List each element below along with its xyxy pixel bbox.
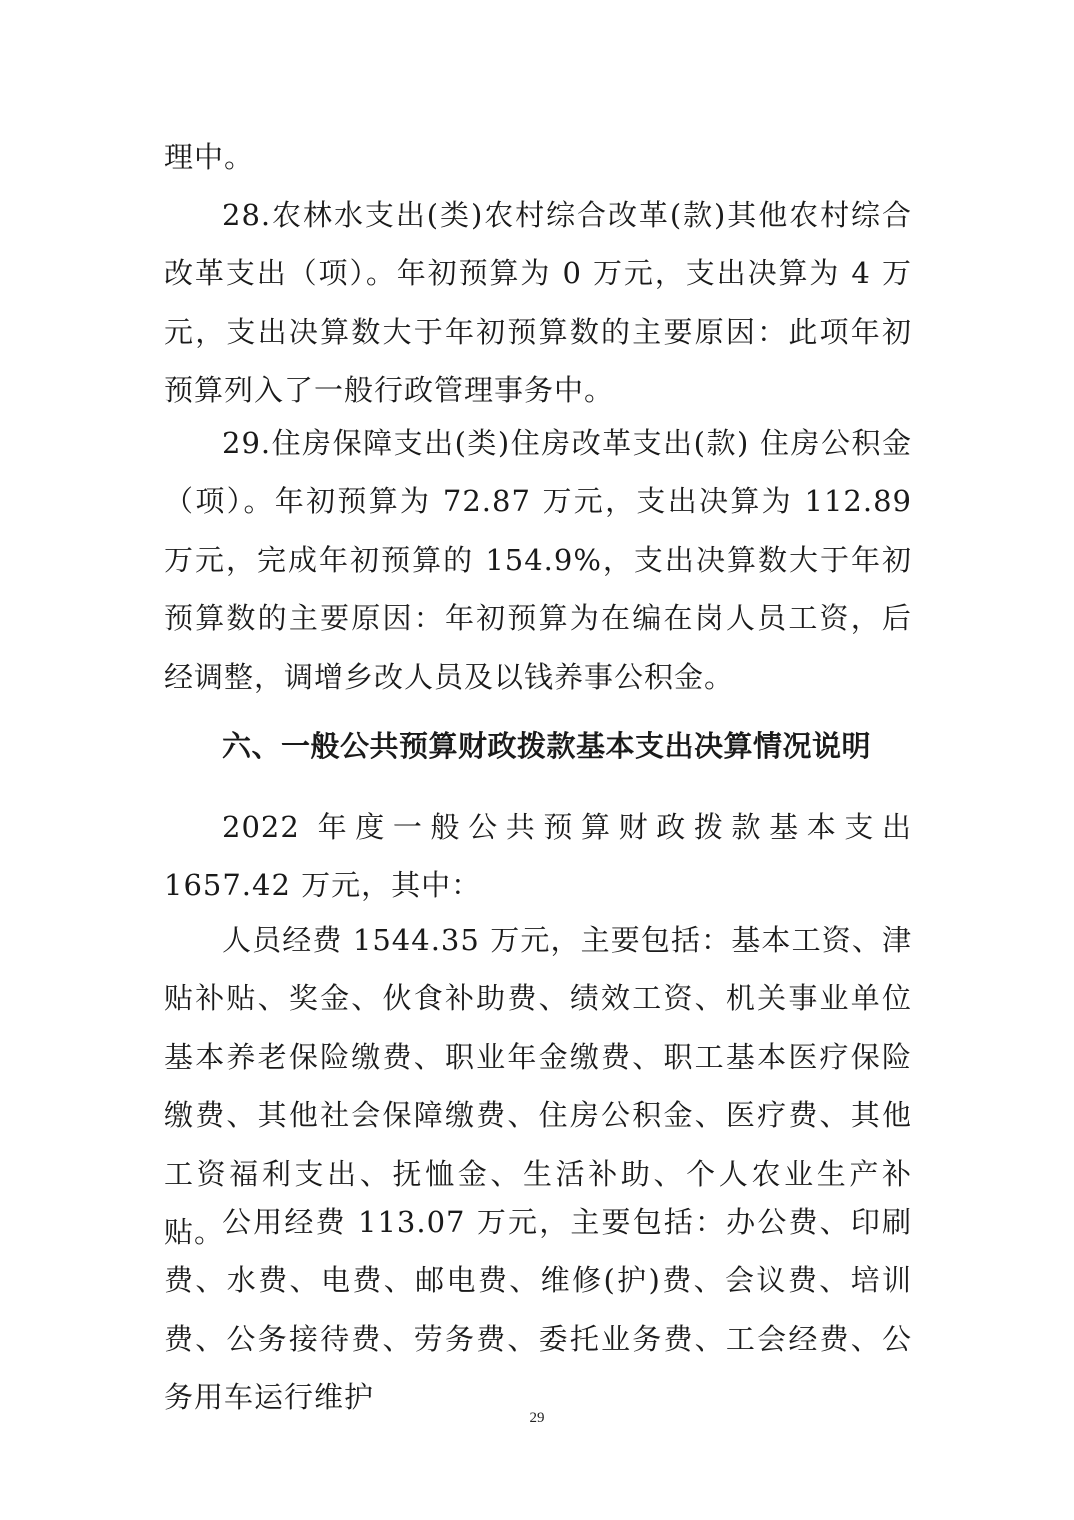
paragraph-item-29: 29.住房保障支出(类)住房改革支出(款) 住房公积金（项）。年初预算为 72.87 万元，支出决算为 112.89 万元，完成年初预算的 154.9%，支出决算数大于年初预算数的主要原因：年初预算为在编在岗人员工资，后经调整，调增乡改人员及以钱养事公积金。 <box>164 426 912 694</box>
page-number: 29 <box>529 1410 545 1426</box>
paragraph-basic-expenditure-intro: 2022 年度一般公共预算财政拨款基本支出 1657.42 万元，其中： <box>164 810 912 903</box>
paragraph-public-expenses: 公用经费 113.07 万元，主要包括：办公费、印刷费、水费、电费、邮电费、维修(护)费、会议费、培训费、公务接待费、劳务费、委托业务费、工会经费、公务用车运行维护 <box>164 1205 912 1415</box>
paragraph-item-28: 28.农林水支出(类)农村综合改革(款)其他农村综合改革支出（项）。年初预算为 0 万元，支出决算为 4 万元，支出决算数大于年初预算数的主要原因：此项年初预算列入了一般行政管理事务中。 <box>164 198 912 408</box>
paragraph-personnel-expenses: 人员经费 1544.35 万元，主要包括：基本工资、津贴补贴、奖金、伙食补助费、绩效工资、机关事业单位基本养老保险缴费、职业年金缴费、职工基本医疗保险缴费、其他社会保障缴费、住房公积金、医疗费、其他工资福利支出、抚恤金、生活补助、个人农业生产补贴。 <box>164 923 912 1250</box>
section-heading-6: 六、一般公共预算财政拨款基本支出决算情况说明 <box>222 729 872 763</box>
paragraph-continuation: 理中。 <box>164 140 255 174</box>
